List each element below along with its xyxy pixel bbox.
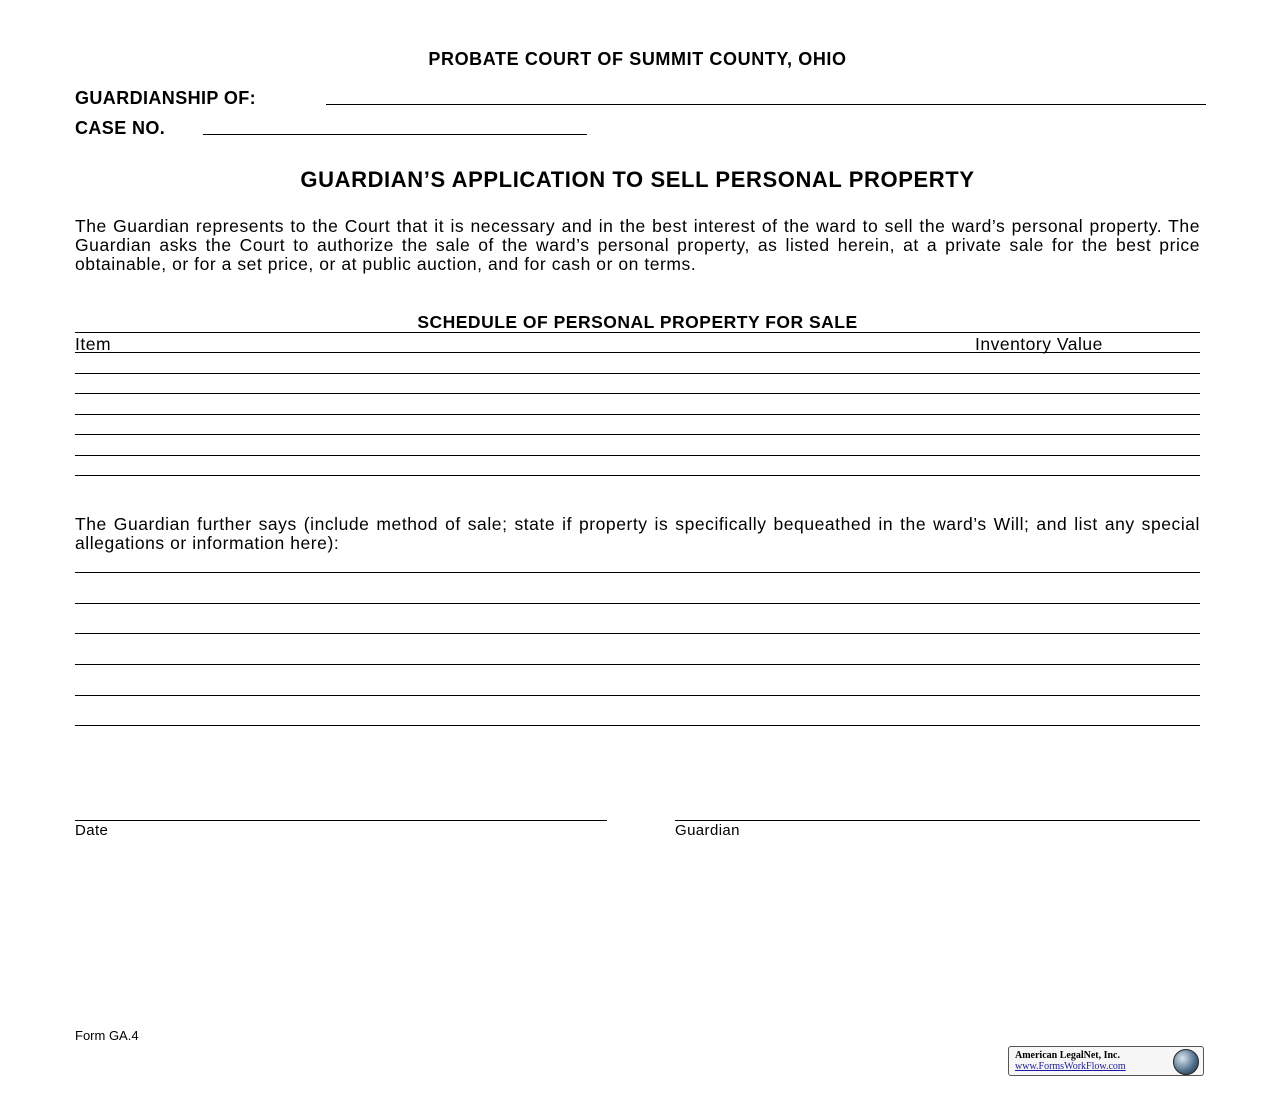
guardianship-label: GUARDIANSHIP OF: [75,88,257,108]
case-number-label: CASE NO. [75,118,166,138]
globe-icon [1173,1049,1199,1075]
schedule-row-line[interactable] [75,373,1200,374]
publisher-logo[interactable] [1008,1046,1204,1076]
further-paragraph: The Guardian further says (include method of sale; state if property is specifically bequeathed in the ward’s Will; and list any special allegations or information here): [75,514,1200,553]
form-number: Form GA.4 [75,1028,139,1043]
schedule-header-rule [75,352,1200,353]
schedule-row-line[interactable] [75,393,1200,394]
date-label: Date [75,822,109,839]
schedule-row-line[interactable] [75,455,1200,456]
publisher-name: American LegalNet, Inc. [1015,1050,1120,1061]
schedule-row-line[interactable] [75,414,1200,415]
further-info-line[interactable] [75,664,1200,665]
further-info-line[interactable] [75,695,1200,696]
schedule-row-line[interactable] [75,434,1200,435]
further-info-line[interactable] [75,603,1200,604]
guardianship-name-field[interactable] [326,104,1206,105]
court-name: PROBATE COURT OF SUMMIT COUNTY, OHIO [428,49,847,69]
date-signature-line[interactable] [75,820,607,821]
further-info-line[interactable] [75,725,1200,726]
further-info-line[interactable] [75,633,1200,634]
publisher-url-link[interactable]: www.FormsWorkFlow.com [1015,1061,1126,1072]
form-title: GUARDIAN’S APPLICATION TO SELL PERSONAL PROPERTY [300,167,975,192]
guardian-label: Guardian [675,822,740,839]
further-info-line[interactable] [75,572,1200,573]
schedule-row-line[interactable] [75,475,1200,476]
schedule-top-rule [75,332,1200,333]
guardian-signature-line[interactable] [675,820,1200,821]
schedule-title: SCHEDULE OF PERSONAL PROPERTY FOR SALE [417,312,858,332]
case-number-field[interactable] [203,134,587,135]
column-header-inventory-value: Inventory Value [975,334,1103,354]
column-header-item: Item [75,334,112,354]
intro-paragraph: The Guardian represents to the Court that it is necessary and in the best interest of the ward to sell the ward’s personal property. The Guardian asks the Court to authorize the sale of the ward’s personal property, as listed herein, at a private sale for the best price obtainable, or for a set price, or at public auction, and for cash or on terms. [75,216,1200,274]
